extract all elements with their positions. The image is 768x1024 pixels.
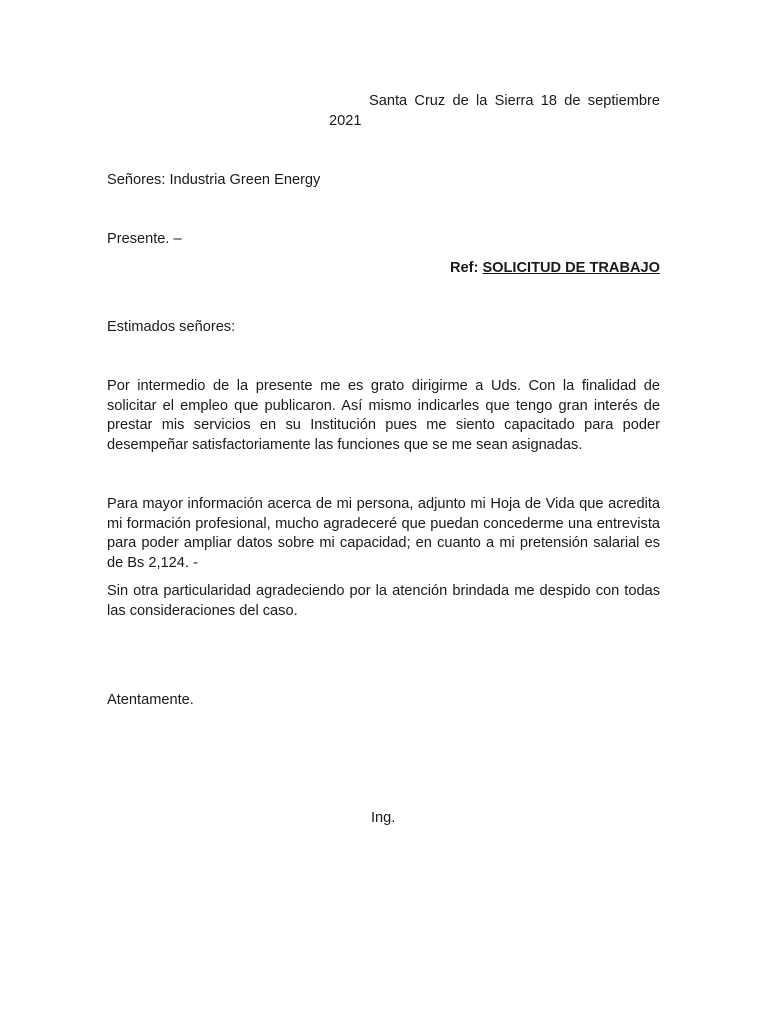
reference-label: Ref: — [450, 260, 483, 276]
body-paragraph-1: Por intermedio de la presente me es grato dirigirme a Uds. Con la finalidad de solicitar el empleo que publicaron. Así mismo indicarles que tengo gran interés de prestar mis servicios en su Institución pues me siento capacitado para poder desempeñar satisfactoriamente las funciones que se me sean asignadas. — [107, 378, 660, 453]
body-paragraph-2: Para mayor información acerca de mi persona, adjunto mi Hoja de Vida que acredita mi formación profesional, mucho agradeceré que puedan concederme una entrevista para poder ampliar datos sobre mi capacidad; en cuanto a mi pretensión salarial es de Bs 2,124. - — [107, 496, 660, 571]
date-year: 2021 — [329, 113, 362, 129]
closing: Atentamente. — [107, 692, 194, 708]
reference-subject: SOLICITUD DE TRABAJO — [482, 260, 660, 276]
reference-line — [450, 259, 660, 278]
body-paragraph-3: Sin otra particularidad agradeciendo por la atención brindada me despido con todas las consideraciones del caso. — [107, 583, 660, 619]
greeting: Estimados señores: — [107, 319, 236, 335]
date-line: Santa Cruz de la Sierra 18 de septiembre — [369, 93, 660, 109]
recipient-line: Señores: Industria Green Energy — [107, 172, 321, 188]
signature-title: Ing. — [371, 810, 396, 826]
presente-line: Presente. – — [107, 231, 182, 247]
